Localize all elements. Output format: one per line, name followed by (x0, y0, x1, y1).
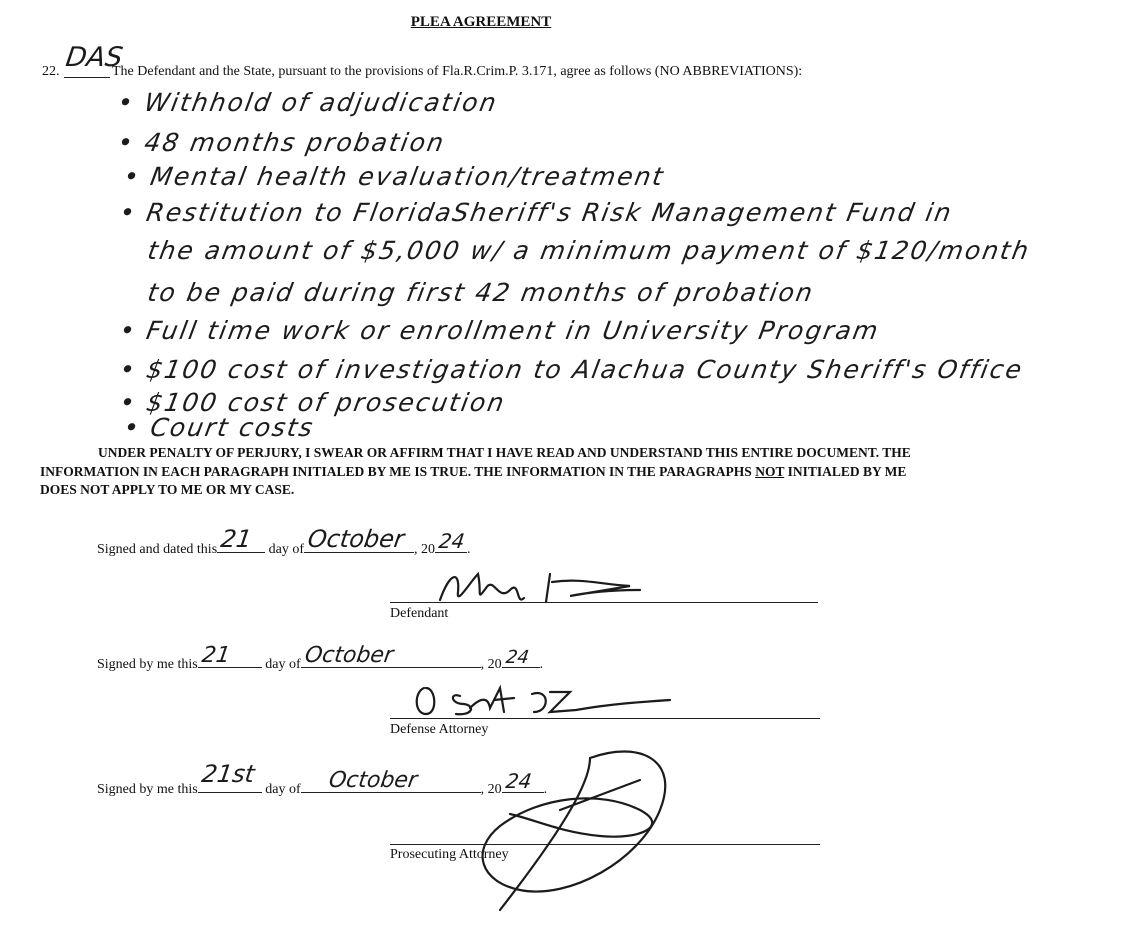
defendant-year: 24 (437, 529, 467, 553)
perjury-statement: UNDER PENALTY OF PERJURY, I SWEAR OR AFFIRM THAT I HAVE READ AND UNDERSTAND THIS ENTIRE DOCUMENT. THE INFORMATION IN EACH PARAGRAPH INITIALED BY ME IS TRUE. THE INFORMATION IN THE PARAGRAPHS NOT INITIALED BY ME DOES NOT APPLY TO ME OR MY CASE. (40, 445, 911, 497)
defense-signature-line (390, 718, 820, 719)
prosecuting-attorney-label: Prosecuting Attorney (390, 847, 509, 862)
defense-month: October (302, 643, 395, 668)
prosecuting-attorney-signature (440, 740, 700, 920)
paragraph-text: The Defendant and the State, pursuant to the provisions of Fla.R.Crim.P. 3.171, agree as follows (NO ABBREVIATIONS): (112, 64, 803, 79)
term-mental-health: • Mental health evaluation/treatment (121, 162, 668, 191)
defendant-signature-line (390, 602, 818, 603)
defense-day: 21 (199, 643, 232, 668)
prosecution-month: October (326, 768, 419, 793)
paragraph-number: 22. (42, 64, 60, 79)
term-restitution-schedule: to be paid during first 42 months of probation (145, 278, 817, 307)
initials-line (64, 77, 110, 78)
prosecution-date-row: Signed by me this 21st day of October , 20 24 . (97, 760, 548, 797)
term-cost-prosecution: • $100 cost of prosecution (117, 388, 509, 417)
defense-attorney-label: Defense Attorney (390, 722, 489, 737)
term-withhold-adjudication: • Withhold of adjudication (115, 88, 501, 117)
defendant-label: Defendant (390, 606, 449, 621)
defense-date-row: Signed by me this 21 day of October , 20 24 . (97, 643, 544, 672)
document-title: PLEA AGREEMENT (410, 14, 552, 30)
handwritten-initials: DAS (63, 42, 125, 73)
term-cost-investigation: • $100 cost of investigation to Alachua County Sheriff's Office (117, 355, 1026, 384)
term-probation: • 48 months probation (115, 128, 448, 157)
term-court-costs: • Court costs (121, 413, 317, 442)
term-restitution-amount: the amount of $5,000 w/ a minimum payment of $120/month (145, 236, 1033, 265)
prosecution-day: 21st (199, 760, 257, 788)
prosecution-year: 24 (503, 769, 533, 793)
term-restitution: • Restitution to FloridaSheriff's Risk Management Fund in (117, 198, 956, 227)
defendant-month: October (306, 525, 407, 553)
defendant-day: 21 (219, 525, 254, 553)
defendant-date-row: Signed and dated this 21 day of October , 20 24 . (97, 525, 471, 557)
defense-year: 24 (504, 647, 531, 668)
not-emphasis: NOT (755, 463, 785, 479)
term-work-enrollment: • Full time work or enrollment in University Program (117, 316, 882, 345)
defendant-signature (420, 562, 660, 612)
